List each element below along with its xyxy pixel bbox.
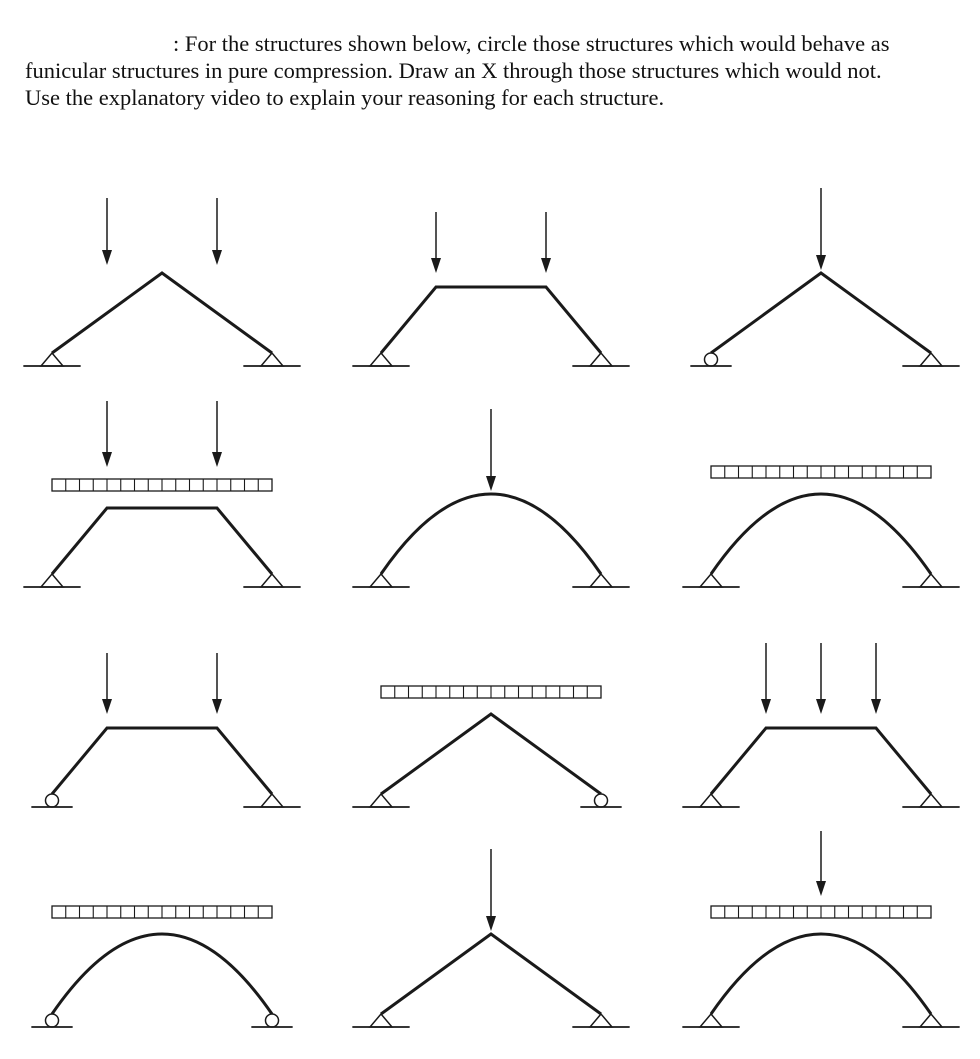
pin-triangle: [590, 353, 612, 366]
pin-support: [683, 574, 739, 587]
pin-triangle: [920, 353, 942, 366]
triangle-frame: [52, 273, 272, 353]
pin-support: [903, 1014, 959, 1027]
pin-support: [903, 794, 959, 807]
roller-support: [581, 794, 621, 807]
roller-support: [252, 1014, 292, 1027]
distributed-load: [52, 479, 272, 491]
pin-support: [683, 794, 739, 807]
pin-triangle: [590, 574, 612, 587]
point-load-arrowhead: [212, 699, 222, 714]
structure-s6: [683, 466, 959, 587]
distributed-load: [52, 906, 272, 918]
structure-s12: [683, 831, 959, 1027]
pin-triangle: [261, 353, 283, 366]
roller-support: [691, 353, 731, 366]
pin-triangle: [700, 794, 722, 807]
point-load-arrowhead: [761, 699, 771, 714]
pin-support: [244, 353, 300, 366]
pin-triangle: [920, 794, 942, 807]
structure-s4: [24, 401, 300, 587]
pin-support: [903, 574, 959, 587]
structure-s8: [353, 686, 621, 807]
pin-triangle: [261, 794, 283, 807]
distributed-load: [711, 466, 931, 478]
point-load-arrowhead: [871, 699, 881, 714]
parabolic-arch: [711, 934, 931, 1014]
parabolic-arch: [711, 494, 931, 574]
roller-circle: [705, 353, 718, 366]
point-load-arrowhead: [486, 476, 496, 491]
point-load-arrowhead: [816, 699, 826, 714]
structure-s11: [353, 849, 629, 1027]
roller-circle: [266, 1014, 279, 1027]
point-load-arrowhead: [102, 699, 112, 714]
pin-triangle: [700, 574, 722, 587]
pin-support: [244, 574, 300, 587]
structure-s1: [24, 198, 300, 366]
pin-triangle: [370, 794, 392, 807]
pin-triangle: [41, 353, 63, 366]
pin-triangle: [920, 1014, 942, 1027]
structure-s5: [353, 409, 629, 587]
pin-triangle: [41, 574, 63, 587]
pin-triangle: [370, 1014, 392, 1027]
parabolic-arch: [52, 934, 272, 1014]
point-load-arrowhead: [541, 258, 551, 273]
trapezoid-frame: [711, 728, 931, 794]
pin-support: [903, 353, 959, 366]
triangle-frame: [381, 934, 601, 1014]
structure-s10: [32, 906, 292, 1027]
pin-triangle: [700, 1014, 722, 1027]
pin-triangle: [370, 574, 392, 587]
parabolic-arch: [381, 494, 601, 574]
instructions-line-1: : For the structures shown below, circle those structures which would behave as: [173, 31, 890, 56]
pin-support: [573, 353, 629, 366]
pin-support: [24, 574, 80, 587]
roller-circle: [595, 794, 608, 807]
pin-support: [353, 353, 409, 366]
distributed-load: [711, 906, 931, 918]
point-load-arrowhead: [102, 250, 112, 265]
structure-s7: [32, 653, 300, 807]
triangle-frame: [381, 714, 601, 794]
instructions-line-2: funicular structures in pure compression. Draw an X through those structures which would not.: [25, 58, 882, 83]
roller-support: [32, 1014, 72, 1027]
triangle-frame: [711, 273, 931, 353]
trapezoid-frame: [52, 508, 272, 574]
point-load-arrowhead: [486, 916, 496, 931]
pin-support: [24, 353, 80, 366]
structure-s9: [683, 643, 959, 807]
roller-support: [32, 794, 72, 807]
trapezoid-frame: [52, 728, 272, 794]
roller-circle: [46, 1014, 59, 1027]
pin-support: [353, 794, 409, 807]
point-load-arrowhead: [212, 250, 222, 265]
pin-triangle: [920, 574, 942, 587]
pin-support: [573, 574, 629, 587]
trapezoid-frame: [381, 287, 601, 353]
point-load-arrowhead: [212, 452, 222, 467]
point-load-arrowhead: [431, 258, 441, 273]
pin-support: [683, 1014, 739, 1027]
pin-triangle: [261, 574, 283, 587]
roller-circle: [46, 794, 59, 807]
pin-support: [573, 1014, 629, 1027]
pin-triangle: [590, 1014, 612, 1027]
pin-support: [353, 1014, 409, 1027]
structure-s2: [353, 212, 629, 366]
pin-support: [353, 574, 409, 587]
pin-support: [244, 794, 300, 807]
point-load-arrowhead: [102, 452, 112, 467]
point-load-arrowhead: [816, 881, 826, 896]
point-load-arrowhead: [816, 255, 826, 270]
structure-s3: [691, 188, 959, 366]
instructions-line-3: Use the explanatory video to explain your reasoning for each structure.: [25, 85, 665, 110]
distributed-load: [381, 686, 601, 698]
pin-triangle: [370, 353, 392, 366]
